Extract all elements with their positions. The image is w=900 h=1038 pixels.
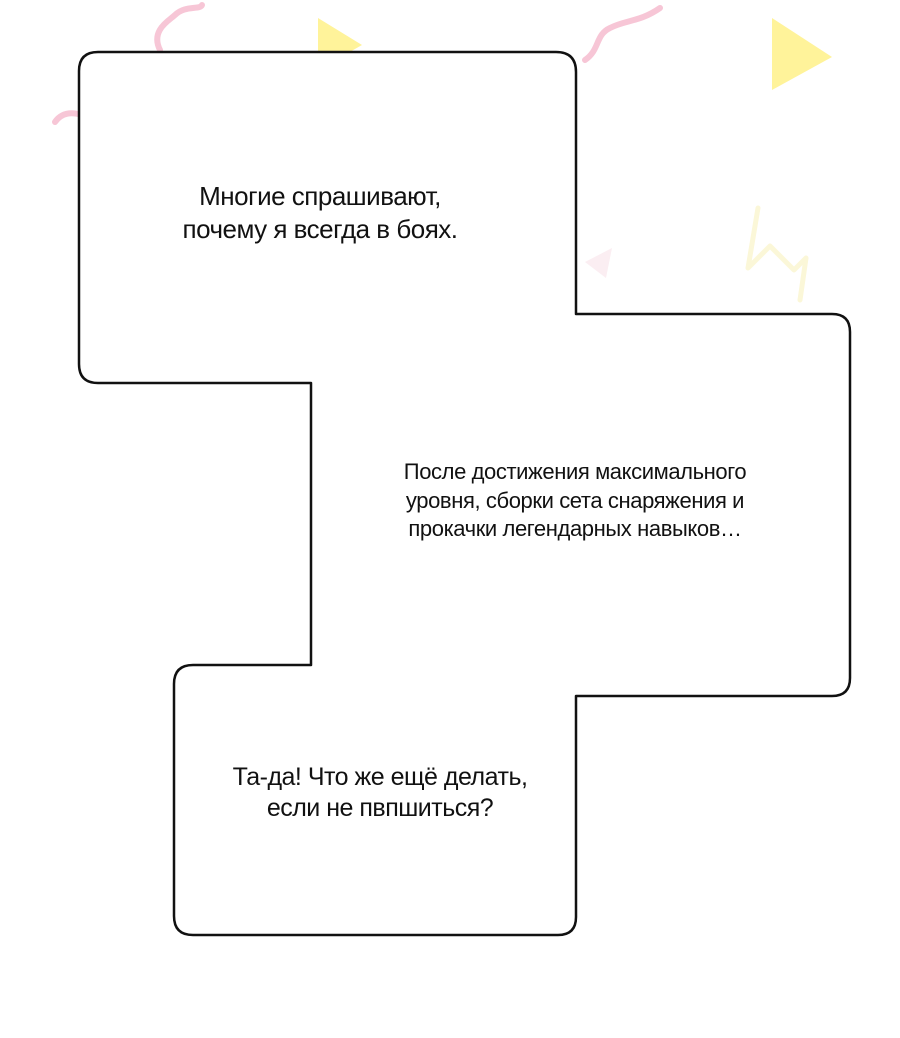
caption-first: Многие спрашивают, почему я всегда в боях. <box>182 181 458 244</box>
caption-third: Та-да! Что же ещё делать, если не пвпшиться? <box>232 763 528 823</box>
caption-second: После достижения максимального уровня, сборки сета снаряжения и прокачки легендарных навыков… <box>403 459 747 542</box>
